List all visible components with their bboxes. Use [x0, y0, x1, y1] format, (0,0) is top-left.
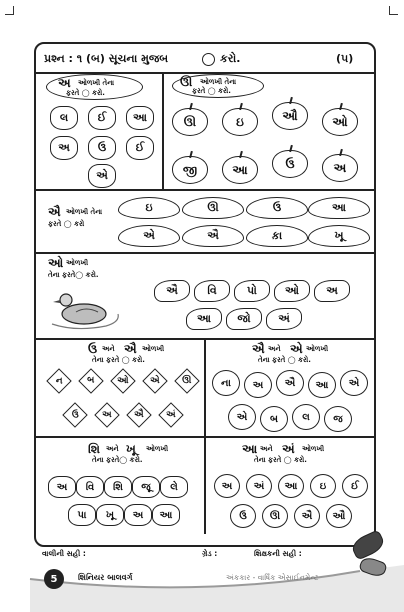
kite-option[interactable]	[78, 368, 103, 393]
kite-option[interactable]	[142, 368, 167, 393]
kite-option[interactable]	[126, 402, 151, 427]
banana-option[interactable]	[246, 197, 308, 219]
fruit-option[interactable]	[260, 406, 288, 432]
fruit-option[interactable]	[340, 370, 368, 396]
fruit-option[interactable]	[262, 504, 288, 528]
section-identify-shi-khu	[36, 438, 204, 534]
fruit-option[interactable]	[308, 372, 336, 398]
flower-letter: લ	[59, 111, 69, 124]
fruit-option[interactable]	[276, 370, 304, 396]
cloud-letter: આ	[159, 509, 173, 521]
fruit-option[interactable]	[246, 474, 272, 498]
question-title-tail: કરો.	[220, 52, 241, 65]
prompt-text: ઓળખી	[306, 345, 329, 353]
kite-letter: ઊ	[182, 376, 192, 386]
fruit-letter: આ	[284, 480, 298, 492]
cloud-letter: અ	[56, 481, 68, 493]
fruit-letter: જ	[333, 413, 343, 425]
apple-letter: ઓ	[332, 114, 348, 129]
fruit-letter: ઉ	[239, 510, 247, 522]
fruit-letter: ઈ	[351, 480, 359, 492]
fruit-letter: ઐ	[284, 377, 296, 389]
section-identify-aa-am	[206, 438, 374, 534]
banana-letter: ક઼ા	[271, 229, 283, 242]
flower-option[interactable]	[50, 106, 78, 130]
kite-letter: એ	[150, 376, 160, 386]
apple-letter: ઊ	[183, 114, 197, 129]
fruit-option[interactable]	[230, 504, 256, 528]
banana-option[interactable]	[308, 197, 370, 219]
fruit-option[interactable]	[292, 404, 320, 430]
cloud-option[interactable]	[104, 476, 132, 498]
leaf-option[interactable]	[194, 280, 230, 302]
banana-letter: ખૂ	[334, 229, 344, 242]
flower-option[interactable]	[126, 106, 154, 130]
prompt-letter: ઐ	[48, 205, 61, 219]
kite-letter: બ	[87, 375, 95, 386]
parent-signature-label: વાલીની સહી :	[42, 549, 86, 558]
fruit-letter: એ	[236, 411, 248, 423]
flower-letter: આ	[133, 111, 147, 124]
banana-letter: ઉ	[272, 201, 282, 214]
kite-option[interactable]	[46, 368, 71, 393]
fruit-option[interactable]	[294, 504, 320, 528]
cloud-letter: લે	[170, 481, 178, 493]
apple-letter: ઉ	[285, 156, 295, 171]
leaf-option[interactable]	[274, 280, 310, 302]
fruit-letter: અ	[221, 480, 233, 492]
prompt-letter: એ	[290, 342, 303, 356]
prompt-letter: અં	[282, 442, 295, 456]
flower-option[interactable]	[50, 136, 78, 160]
kite-option[interactable]	[62, 402, 87, 427]
kite-option[interactable]	[174, 368, 199, 393]
circle-symbol	[202, 53, 215, 66]
cloud-letter: વિ	[85, 481, 95, 493]
cloud-option[interactable]	[160, 476, 188, 498]
banana-letter: ઊ	[207, 201, 219, 214]
banana-letter: એ	[143, 229, 155, 242]
apple-option[interactable]	[272, 102, 308, 130]
fruit-option[interactable]	[310, 474, 336, 498]
fruit-letter: ઇ	[319, 480, 327, 492]
apple-option[interactable]	[222, 156, 258, 184]
prompt-and: અને	[102, 345, 115, 353]
cloud-letter: ખૂ	[105, 509, 115, 521]
cloud-letter: શિ	[113, 481, 123, 493]
fruit-letter: ઐ	[301, 510, 313, 522]
fruit-option[interactable]	[244, 372, 272, 398]
fruit-letter: અ	[252, 379, 264, 391]
leaf-option[interactable]	[266, 308, 302, 330]
apple-option[interactable]	[322, 154, 358, 182]
cloud-option[interactable]	[68, 504, 96, 526]
fruit-option[interactable]	[324, 406, 352, 432]
apple-letter: જી	[182, 162, 198, 177]
section-identify-o	[36, 254, 374, 338]
prompt-text-line2: તેના ફરતે◯ કરો.	[48, 271, 99, 279]
leaf-letter: પો	[247, 284, 257, 297]
cloud-option[interactable]	[76, 476, 104, 498]
cloud-option[interactable]	[124, 504, 152, 526]
leaf-letter: જો	[237, 312, 251, 325]
section-identify-u-ai	[36, 340, 204, 436]
prompt-text-line2: ફરતે ◯ કરો.	[192, 87, 231, 95]
fruit-option[interactable]	[228, 404, 256, 430]
leaf-letter: વિ	[207, 284, 217, 297]
leaf-letter: ઓ	[285, 284, 299, 297]
crop-mark-top-right	[389, 6, 398, 15]
prompt-letter: ખૂ	[126, 442, 136, 456]
flower-letter: ઈ	[135, 141, 145, 154]
apple-option[interactable]	[272, 150, 308, 178]
leaf-letter: અં	[278, 312, 290, 325]
flower-letter: એ	[96, 169, 108, 182]
fruit-letter: એ	[348, 377, 360, 389]
fruit-option[interactable]	[214, 474, 240, 498]
fruit-letter: અં	[253, 480, 265, 492]
apple-option[interactable]	[172, 156, 208, 184]
bottom-banner	[0, 565, 404, 612]
fruit-option[interactable]	[212, 370, 240, 396]
cloud-option[interactable]	[48, 476, 76, 498]
kite-letter: ઐ	[134, 410, 144, 420]
fruit-option[interactable]	[342, 474, 368, 498]
prompt-text: ઓળખી તેના	[78, 79, 115, 87]
fruit-letter: આ	[315, 379, 329, 391]
leaf-letter: ઐ	[166, 284, 178, 297]
prompt-letter: ઊ	[180, 75, 193, 89]
apple-letter: આ	[232, 162, 248, 177]
apple-option[interactable]	[322, 108, 358, 136]
grade-label: ગ્રેડ :	[202, 549, 218, 558]
prompt-text-line2: તેના ફરતે ◯ કરો.	[254, 456, 307, 464]
fruit-letter: ઊ	[269, 510, 281, 522]
flower-option[interactable]	[126, 136, 154, 160]
section-identify-ai	[36, 191, 374, 252]
brand-label: શિનિયર બાલવર્ગ	[78, 573, 133, 582]
cloud-letter: જૂ	[141, 481, 151, 493]
prompt-letter: અ	[58, 76, 71, 90]
prompt-text-line2: તેના ફરતે◯ કરો.	[92, 456, 143, 464]
prompt-and: અને	[268, 345, 281, 353]
prompt-letter: ઓ	[48, 256, 64, 270]
flower-letter: ઉ	[97, 141, 107, 154]
teacher-signature-label: શિક્ષકની સહી :	[254, 549, 302, 558]
question-title: પ્રશ્ન : ૧ (બ) સૂચના મુજબ	[44, 52, 169, 65]
apple-letter: ઔ	[282, 108, 298, 123]
banana-option[interactable]	[182, 225, 244, 247]
prompt-text: ઓળખી	[146, 445, 169, 453]
prompt-letter: ઐ	[124, 342, 137, 356]
section-identify-a	[36, 74, 162, 189]
prompt-text-line2: તેના ફરતે ◯ કરો.	[258, 356, 311, 364]
apple-option[interactable]	[172, 108, 208, 136]
leaf-letter: આ	[197, 312, 211, 325]
fruit-option[interactable]	[278, 474, 304, 498]
section-identify-u	[164, 74, 374, 189]
flower-option[interactable]	[88, 106, 116, 130]
prompt-text: ઓળખી	[142, 345, 165, 353]
prompt-text: ઓળખી તેના	[66, 208, 103, 216]
prompt-letter: શિ	[88, 442, 100, 456]
prompt-and: અને	[260, 445, 273, 453]
leaf-option[interactable]	[226, 308, 262, 330]
page-number: 5	[50, 573, 58, 585]
kite-letter: ઓ	[117, 375, 129, 386]
section-identify-ai-e	[206, 340, 374, 436]
subtitle-label: અંકકાર - વાર્ષિક એસાઈનમેન્ટ	[226, 573, 319, 582]
fruit-option[interactable]	[326, 504, 352, 528]
signature-row	[34, 545, 372, 565]
worksheet-header	[36, 44, 374, 74]
cloud-option[interactable]	[132, 476, 160, 498]
banana-option[interactable]	[118, 197, 180, 219]
flower-letter: ઈ	[97, 111, 107, 124]
marks-label: (૫)	[336, 52, 354, 65]
prompt-and: અને	[106, 445, 119, 453]
banana-option[interactable]	[308, 225, 370, 247]
banana-letter: ઇ	[145, 201, 153, 214]
prompt-letter: ઉ	[88, 342, 98, 356]
kite-option[interactable]	[94, 402, 119, 427]
fruit-letter: ના	[221, 377, 231, 389]
leaf-option[interactable]	[186, 308, 222, 330]
banana-letter: ઐ	[207, 229, 219, 242]
prompt-text: ઓળખી	[66, 259, 89, 267]
prompt-text-line2: તેના ફરતે ◯ કરો.	[92, 356, 145, 364]
flower-letter: અ	[58, 141, 70, 154]
duck-illustration	[46, 286, 126, 332]
leaf-letter: અ	[326, 284, 338, 297]
cloud-letter: અ	[132, 509, 144, 521]
fruit-letter: લ	[302, 411, 310, 423]
kite-letter: અં	[166, 410, 176, 420]
kite-option[interactable]	[158, 402, 183, 427]
prompt-letter: આ	[242, 442, 258, 456]
leaf-option[interactable]	[154, 280, 190, 302]
apple-letter: અ	[333, 160, 347, 175]
cloud-letter: પા	[77, 509, 87, 521]
page-number-badge	[44, 569, 64, 589]
banana-option[interactable]	[182, 197, 244, 219]
worksheet-frame	[34, 42, 376, 547]
apple-letter: ઇ	[236, 114, 244, 129]
apple-option[interactable]	[222, 108, 258, 136]
prompt-text-line2: ફરતે ◯ કરો	[48, 220, 85, 228]
flower-option[interactable]	[88, 164, 116, 188]
fruit-letter: ઔ	[332, 510, 346, 522]
banana-option[interactable]	[118, 225, 180, 247]
kite-letter: ન	[55, 376, 63, 386]
leaf-option[interactable]	[314, 280, 350, 302]
banana-option[interactable]	[246, 225, 308, 247]
leaf-option[interactable]	[234, 280, 270, 302]
flower-option[interactable]	[88, 136, 116, 160]
cloud-option[interactable]	[96, 504, 124, 526]
prompt-text: ઓળખી	[302, 445, 325, 453]
cloud-option[interactable]	[152, 504, 180, 526]
crop-mark-top-left	[5, 6, 14, 15]
kite-letter: ઉ	[71, 410, 79, 420]
banana-letter: આ	[332, 201, 346, 214]
prompt-text-line2: ફરતે ◯ કરો.	[66, 89, 105, 97]
kite-option[interactable]	[110, 368, 135, 393]
kite-letter: અ	[102, 410, 112, 420]
prompt-letter: ઐ	[252, 342, 265, 356]
fruit-letter: બ	[269, 413, 279, 425]
prompt-text: ઓળખી તેના	[200, 78, 237, 86]
